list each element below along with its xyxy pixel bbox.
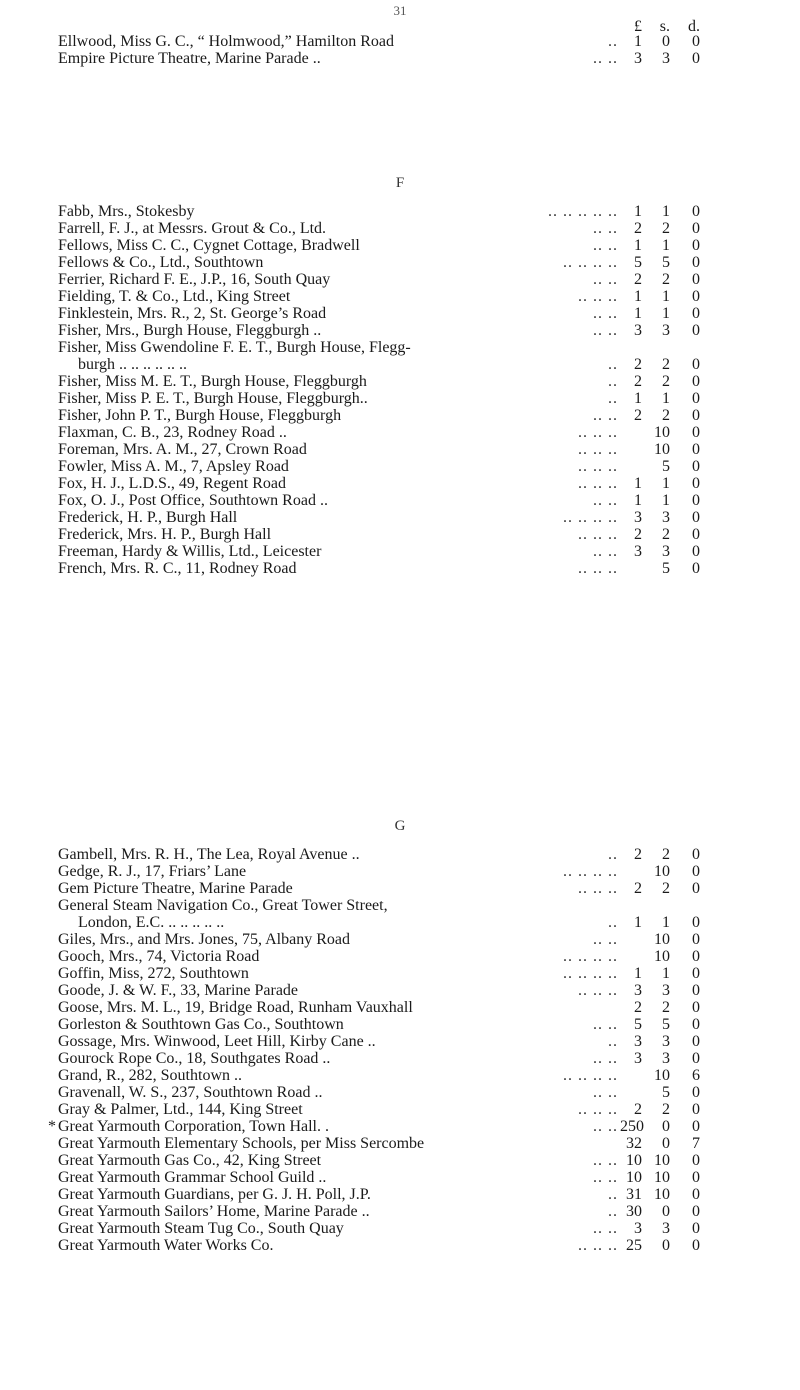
pounds-value: 2 — [634, 220, 642, 237]
subscription-entry — [0, 33, 800, 50]
subscription-entry — [0, 390, 800, 407]
subscription-entry — [0, 424, 800, 441]
pence-value: 0 — [692, 322, 700, 339]
dot-leader: .. — [608, 373, 618, 390]
pence-value: 0 — [692, 288, 700, 305]
dot-leader: .. .. — [593, 543, 618, 560]
pence-value: 0 — [692, 526, 700, 543]
subscriber-name-text: French, Mrs. R. C., 11, Rodney Road — [58, 560, 297, 577]
pounds-value: 32 — [626, 1135, 642, 1152]
subscriber-name-text: Great Yarmouth Grammar School Guild .. — [58, 1169, 327, 1186]
shillings-value: 2 — [662, 271, 670, 288]
subscription-entry — [0, 373, 800, 390]
subscription-entry — [0, 441, 800, 458]
subscription-entry — [0, 1186, 800, 1203]
shillings-value: 10 — [654, 424, 670, 441]
subscription-entry — [0, 475, 800, 492]
pence-value: 0 — [692, 271, 700, 288]
subscriber-name-text: Fabb, Mrs., Stokesby — [58, 203, 195, 220]
subscriber-name-text: Fisher, Miss M. E. T., Burgh House, Fleggburgh — [58, 373, 367, 390]
pence-value: 0 — [692, 982, 700, 999]
pounds-value: 3 — [634, 982, 642, 999]
subscription-entry — [0, 880, 800, 897]
pounds-value: 2 — [634, 526, 642, 543]
subscription-entry — [0, 50, 800, 67]
dot-leader: .. — [608, 846, 618, 863]
shillings-value: 2 — [662, 373, 670, 390]
subscriber-name-text: Gravenall, W. S., 237, Southtown Road .. — [58, 1084, 323, 1101]
subscriber-name-text: Goffin, Miss, 272, Southtown — [58, 965, 249, 982]
subscription-entry — [0, 543, 800, 560]
shillings-value: 2 — [662, 999, 670, 1016]
shillings-value: 1 — [662, 475, 670, 492]
subscriber-name-text: Great Yarmouth Steam Tug Co., South Quay — [58, 1220, 344, 1237]
subscriber-name-text: Fisher, Miss P. E. T., Burgh House, Fleggburgh.. — [58, 390, 368, 407]
subscription-entry — [0, 509, 800, 526]
shillings-value: 1 — [662, 914, 670, 931]
section-heading-g: G — [394, 818, 406, 834]
dot-leader: .. .. — [593, 407, 618, 424]
pence-value: 0 — [692, 33, 700, 50]
pounds-value: 10 — [626, 1169, 642, 1186]
dot-leader: .. .. — [593, 1016, 618, 1033]
pounds-value: 3 — [634, 1220, 642, 1237]
subscriber-name-text: Empire Picture Theatre, Marine Parade .. — [58, 50, 321, 67]
subscription-entry — [0, 863, 800, 880]
pounds-value: 3 — [634, 1050, 642, 1067]
subscription-entry — [0, 254, 800, 271]
pence-value: 6 — [692, 1067, 700, 1084]
subscriber-name-continuation: burgh .. .. .. .. .. .. — [78, 356, 188, 373]
shillings-value: 2 — [662, 1101, 670, 1118]
subscriber-name-text: Fisher, John P. T., Burgh House, Fleggburgh — [58, 407, 342, 424]
shillings-value: 2 — [662, 846, 670, 863]
pounds-value: 1 — [634, 237, 642, 254]
subscriber-name-text: Farrell, F. J., at Messrs. Grout & Co., Ltd. — [58, 220, 327, 237]
subscriber-name-text: Fellows & Co., Ltd., Southtown — [58, 254, 264, 271]
shillings-value: 2 — [662, 220, 670, 237]
pence-value: 0 — [692, 407, 700, 424]
pence-value: 0 — [692, 1186, 700, 1203]
shillings-value: 2 — [662, 407, 670, 424]
pounds-value: 2 — [634, 407, 642, 424]
subscription-entry — [0, 1050, 800, 1067]
shillings-value: 3 — [662, 1033, 670, 1050]
shillings-value: 3 — [662, 982, 670, 999]
shillings-value: 0 — [662, 33, 670, 50]
subscription-entry — [0, 305, 800, 322]
pounds-header: £ — [634, 18, 642, 35]
pence-value: 0 — [692, 356, 700, 373]
dot-leader: .. .. — [593, 931, 618, 948]
subscriber-name-text: Great Yarmouth Guardians, per G. J. H. Poll, J.P. — [58, 1186, 371, 1203]
pounds-value: 250 — [620, 1118, 644, 1135]
shillings-value: 0 — [662, 1237, 670, 1254]
shillings-value: 5 — [662, 1084, 670, 1101]
pence-value: 0 — [692, 1237, 700, 1254]
g-entries-list — [0, 846, 800, 1254]
pence-value: 0 — [692, 1118, 700, 1135]
shillings-value: 2 — [662, 356, 670, 373]
dot-leader: .. — [608, 1203, 618, 1220]
pounds-value: 1 — [634, 305, 642, 322]
shillings-value: 3 — [662, 322, 670, 339]
subscription-entry — [0, 560, 800, 577]
dot-leader: .. .. — [593, 237, 618, 254]
dot-leader: .. .. .. — [578, 1237, 618, 1254]
pence-value: 0 — [692, 50, 700, 67]
pence-value: 0 — [692, 458, 700, 475]
shillings-value: 3 — [662, 1050, 670, 1067]
subscription-entry — [0, 1152, 800, 1169]
pounds-value: 1 — [634, 475, 642, 492]
pence-value: 0 — [692, 1050, 700, 1067]
asterisk-marker: * — [48, 1118, 56, 1135]
pence-value: 0 — [692, 509, 700, 526]
shillings-value: 5 — [662, 560, 670, 577]
subscription-entry — [0, 526, 800, 543]
subscriber-name-text: Finklestein, Mrs. R., 2, St. George’s Road — [58, 305, 327, 322]
dot-leader: .. .. — [593, 492, 618, 509]
subscriber-name-text: Fowler, Miss A. M., 7, Apsley Road — [58, 458, 289, 475]
subscription-entry — [0, 999, 800, 1016]
subscriber-name-text: Fisher, Miss Gwendoline F. E. T., Burgh House, Flegg- — [58, 339, 411, 356]
subscriber-name-text: Great Yarmouth Elementary Schools, per Miss Sercombe — [58, 1135, 425, 1152]
dot-leader: .. .. .. .. — [563, 948, 618, 965]
subscription-entry — [0, 1220, 800, 1237]
dot-leader: .. .. .. .. — [563, 1067, 618, 1084]
shillings-value: 10 — [654, 1152, 670, 1169]
dot-leader: .. .. — [593, 271, 618, 288]
pounds-value: 2 — [634, 356, 642, 373]
shillings-header: s. — [659, 18, 670, 35]
pounds-value: 30 — [626, 1203, 642, 1220]
pence-value: 0 — [692, 1033, 700, 1050]
shillings-value: 5 — [662, 254, 670, 271]
dot-leader: .. .. — [593, 1084, 618, 1101]
dot-leader: .. .. .. .. — [563, 965, 618, 982]
subscription-entry — [0, 897, 800, 931]
shillings-value: 5 — [662, 1016, 670, 1033]
shillings-value: 2 — [662, 880, 670, 897]
subscriber-name-text: Giles, Mrs., and Mrs. Jones, 75, Albany Road — [58, 931, 350, 948]
subscription-entry — [0, 982, 800, 999]
subscriber-name-text: Great Yarmouth Water Works Co. — [58, 1237, 274, 1254]
pence-value: 0 — [692, 931, 700, 948]
pence-value: 0 — [692, 424, 700, 441]
dot-leader: .. .. .. — [578, 880, 618, 897]
dot-leader: .. — [608, 1186, 618, 1203]
subscription-entry — [0, 1084, 800, 1101]
subscription-entry — [0, 220, 800, 237]
subscription-entry — [0, 1101, 800, 1118]
pounds-value: 2 — [634, 1101, 642, 1118]
pounds-value: 10 — [626, 1152, 642, 1169]
pence-value: 0 — [692, 237, 700, 254]
subscription-entry — [0, 1237, 800, 1254]
subscriber-name-text: Fox, H. J., L.D.S., 49, Regent Road — [58, 475, 286, 492]
pence-value: 0 — [692, 880, 700, 897]
shillings-value: 1 — [662, 965, 670, 982]
dot-leader: .. .. .. — [578, 424, 618, 441]
pence-value: 0 — [692, 220, 700, 237]
pence-value: 0 — [692, 846, 700, 863]
subscription-entry — [0, 1016, 800, 1033]
pence-value: 0 — [692, 203, 700, 220]
subscriber-name-text: Gourock Rope Co., 18, Southgates Road .. — [58, 1050, 331, 1067]
shillings-value: 10 — [654, 1186, 670, 1203]
dot-leader: .. .. .. .. — [563, 509, 618, 526]
pence-value: 0 — [692, 1084, 700, 1101]
subscriber-name-text: Gossage, Mrs. Winwood, Leet Hill, Kirby Cane .. — [58, 1033, 376, 1050]
dot-leader: .. .. — [593, 220, 618, 237]
shillings-value: 1 — [662, 390, 670, 407]
subscriber-name-text: Grand, R., 282, Southtown .. — [58, 1067, 242, 1084]
section-heading-f: F — [395, 175, 405, 191]
dot-leader: .. .. .. .. — [563, 254, 618, 271]
dot-leader: .. .. — [593, 1220, 618, 1237]
dot-leader: .. .. — [593, 1169, 618, 1186]
dot-leader: .. — [608, 1033, 618, 1050]
subscriber-name-text: Gray & Palmer, Ltd., 144, King Street — [58, 1101, 303, 1118]
subscriber-name-text: Great Yarmouth Corporation, Town Hall. . — [58, 1118, 329, 1135]
pence-value: 0 — [692, 1016, 700, 1033]
pence-value: 0 — [692, 965, 700, 982]
e-entries-list — [0, 33, 800, 67]
subscriber-name-text: Gem Picture Theatre, Marine Parade — [58, 880, 293, 897]
subscriber-name-text: Great Yarmouth Sailors’ Home, Marine Parade .. — [58, 1203, 370, 1220]
pence-value: 0 — [692, 863, 700, 880]
subscription-entry — [0, 1033, 800, 1050]
dot-leader: .. .. — [593, 1050, 618, 1067]
pence-value: 0 — [692, 1169, 700, 1186]
pounds-value: 25 — [626, 1237, 642, 1254]
subscription-entry — [0, 965, 800, 982]
subscriber-name-text: Gedge, R. J., 17, Friars’ Lane — [58, 863, 247, 880]
pence-value: 0 — [692, 560, 700, 577]
pence-value: 7 — [692, 1135, 700, 1152]
shillings-value: 10 — [654, 948, 670, 965]
pounds-value: 1 — [634, 965, 642, 982]
shillings-value: 0 — [662, 1118, 670, 1135]
dot-leader: .. .. .. — [578, 526, 618, 543]
subscriber-name-text: Gooch, Mrs., 74, Victoria Road — [58, 948, 260, 965]
f-entries-list — [0, 203, 800, 577]
pence-value: 0 — [692, 1220, 700, 1237]
shillings-value: 10 — [654, 1169, 670, 1186]
dot-leader: .. .. .. .. .. — [548, 203, 618, 220]
subscription-entry — [0, 1067, 800, 1084]
pence-value: 0 — [692, 914, 700, 931]
pounds-value: 3 — [634, 543, 642, 560]
pounds-value: 2 — [634, 271, 642, 288]
pounds-value: 2 — [634, 880, 642, 897]
subscription-entry — [0, 492, 800, 509]
subscriber-name-text: Frederick, Mrs. H. P., Burgh Hall — [58, 526, 272, 543]
shillings-value: 1 — [662, 288, 670, 305]
subscriber-name-text: Ellwood, Miss G. C., “ Holmwood,” Hamilton Road — [58, 33, 394, 50]
pence-value: 0 — [692, 305, 700, 322]
pence-value: 0 — [692, 492, 700, 509]
shillings-value: 5 — [662, 458, 670, 475]
subscriber-name — [58, 999, 658, 1016]
pounds-value: 1 — [634, 390, 642, 407]
shillings-value: 1 — [662, 492, 670, 509]
pounds-value: 1 — [634, 33, 642, 50]
dot-leader: .. — [608, 356, 618, 373]
pounds-value: 5 — [634, 1016, 642, 1033]
subscription-entry — [0, 458, 800, 475]
subscriber-name-text: Great Yarmouth Gas Co., 42, King Street — [58, 1152, 322, 1169]
pence-value: 0 — [692, 254, 700, 271]
pounds-value: 1 — [634, 288, 642, 305]
pounds-value: 5 — [634, 254, 642, 271]
subscription-entry — [0, 203, 800, 220]
shillings-value: 2 — [662, 526, 670, 543]
dot-leader: .. .. .. — [578, 475, 618, 492]
subscriber-name-text: General Steam Navigation Co., Great Tower Street, — [58, 897, 388, 914]
dot-leader: .. .. — [593, 322, 618, 339]
subscription-entry — [0, 948, 800, 965]
subscriber-name-text: Gorleston & Southtown Gas Co., Southtown — [58, 1016, 344, 1033]
pence-value: 0 — [692, 475, 700, 492]
subscription-entry — [0, 1203, 800, 1220]
subscription-entry — [0, 237, 800, 254]
dot-leader: .. .. — [593, 1152, 618, 1169]
shillings-value: 10 — [654, 1067, 670, 1084]
pounds-value: 1 — [634, 914, 642, 931]
dot-leader: .. — [608, 914, 618, 931]
shillings-value: 1 — [662, 203, 670, 220]
shillings-value: 3 — [662, 50, 670, 67]
pounds-value: 2 — [634, 999, 642, 1016]
pence-value: 0 — [692, 999, 700, 1016]
subscription-entry — [0, 407, 800, 424]
pounds-value: 2 — [634, 373, 642, 390]
subscription-entry — [0, 271, 800, 288]
dot-leader: .. .. .. — [578, 441, 618, 458]
dot-leader: .. .. — [593, 50, 618, 67]
subscriber-name-text: Foreman, Mrs. A. M., 27, Crown Road — [58, 441, 307, 458]
subscriber-name-continuation: London, E.C. .. .. .. .. .. — [78, 914, 225, 931]
dot-leader: .. — [608, 390, 618, 407]
pounds-value: 3 — [634, 509, 642, 526]
pence-value: 0 — [692, 1101, 700, 1118]
subscriber-name-text: Goose, Mrs. M. L., 19, Bridge Road, Runham Vauxhall — [58, 999, 413, 1016]
pounds-value: 1 — [634, 203, 642, 220]
subscription-entry — [0, 288, 800, 305]
page-number: 31 — [393, 3, 407, 18]
pounds-value: 3 — [634, 50, 642, 67]
pence-header: d. — [688, 18, 700, 35]
pounds-value: 2 — [634, 846, 642, 863]
shillings-value: 3 — [662, 509, 670, 526]
subscriber-name-text: Goode, J. & W. F., 33, Marine Parade — [58, 982, 299, 999]
pence-value: 0 — [692, 390, 700, 407]
pence-value: 0 — [692, 543, 700, 560]
pence-value: 0 — [692, 373, 700, 390]
pounds-value: 3 — [634, 322, 642, 339]
subscriber-name-text: Fox, O. J., Post Office, Southtown Road .. — [58, 492, 328, 509]
subscriber-name-text: Fisher, Mrs., Burgh House, Fleggburgh .. — [58, 322, 322, 339]
shillings-value: 3 — [662, 543, 670, 560]
subscriber-name — [58, 1135, 658, 1152]
pence-value: 0 — [692, 441, 700, 458]
shillings-value: 10 — [654, 931, 670, 948]
dot-leader: .. .. .. — [578, 288, 618, 305]
shillings-value: 0 — [662, 1203, 670, 1220]
dot-leader: .. .. — [593, 1118, 618, 1135]
subscriber-name-text: Frederick, H. P., Burgh Hall — [58, 509, 238, 526]
shillings-value: 1 — [662, 305, 670, 322]
subscriber-name-text: Ferrier, Richard F. E., J.P., 16, South Quay — [58, 271, 331, 288]
subscription-entry — [0, 931, 800, 948]
dot-leader: .. .. .. — [578, 982, 618, 999]
shillings-value: 10 — [654, 863, 670, 880]
subscription-entry — [0, 1118, 800, 1135]
pounds-value: 3 — [634, 1033, 642, 1050]
pence-value: 0 — [692, 948, 700, 965]
dot-leader: .. .. .. — [578, 560, 618, 577]
subscription-entry — [0, 1135, 800, 1152]
dot-leader: .. .. .. — [578, 1101, 618, 1118]
subscription-entry — [0, 322, 800, 339]
subscriber-name-text: Flaxman, C. B., 23, Rodney Road .. — [58, 424, 287, 441]
dot-leader: .. .. .. .. — [563, 863, 618, 880]
dot-leader: .. — [608, 33, 618, 50]
shillings-value: 10 — [654, 441, 670, 458]
subscription-entry — [0, 846, 800, 863]
subscriber-name-text: Freeman, Hardy & Willis, Ltd., Leicester — [58, 543, 322, 560]
dot-leader: .. .. — [593, 305, 618, 322]
subscription-entry — [0, 339, 800, 373]
subscriber-name-text: Fielding, T. & Co., Ltd., King Street — [58, 288, 291, 305]
shillings-value: 3 — [662, 1220, 670, 1237]
pounds-value: 31 — [626, 1186, 642, 1203]
pounds-value: 1 — [634, 492, 642, 509]
pence-value: 0 — [692, 1203, 700, 1220]
shillings-value: 0 — [662, 1135, 670, 1152]
subscriber-name-text: Gambell, Mrs. R. H., The Lea, Royal Avenue .. — [58, 846, 360, 863]
subscriber-name-text: Fellows, Miss C. C., Cygnet Cottage, Bradwell — [58, 237, 360, 254]
dot-leader: .. .. .. — [578, 458, 618, 475]
shillings-value: 1 — [662, 237, 670, 254]
subscription-entry — [0, 1169, 800, 1186]
pence-value: 0 — [692, 1152, 700, 1169]
